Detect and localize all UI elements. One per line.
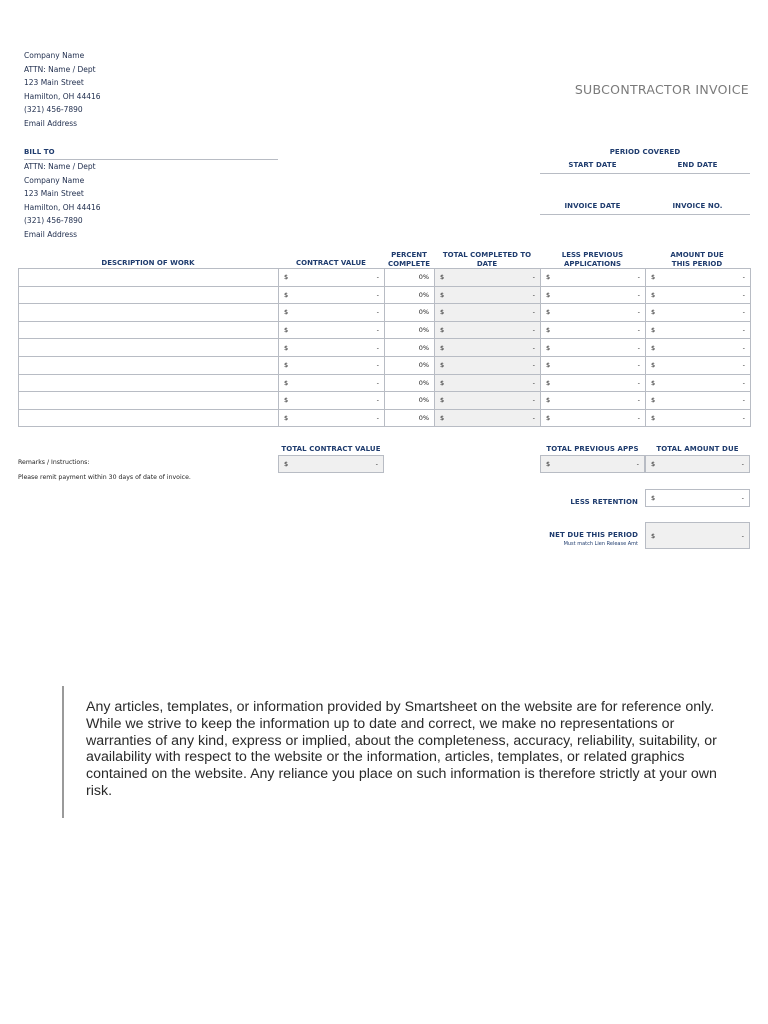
bill-to-city: Hamilton, OH 44416 bbox=[24, 202, 101, 212]
currency-symbol: $ bbox=[546, 396, 551, 405]
disclaimer-text: Any articles, templates, or information provided by Smartsheet on the website are for reference only. While we strive to keep the information up to date and correct, we make no representations or warranties of any kind, express or implied, about the completeness, accuracy, reliability, suitability, or availability with respect to the website or the information, articles, templates, or related graphics contained on the website. Any reliance you place on such information is therefore strictly at your own risk. bbox=[86, 699, 717, 799]
total-completed-cell[interactable] bbox=[435, 356, 541, 374]
contract-value-cell[interactable] bbox=[279, 356, 385, 374]
bill-to-name: Company Name bbox=[24, 175, 85, 185]
table-row bbox=[19, 392, 751, 410]
table-row bbox=[19, 269, 751, 287]
company-street: 123 Main Street bbox=[24, 78, 84, 88]
company-name: Company Name bbox=[24, 51, 85, 60]
end-date-label: END DATE bbox=[677, 161, 718, 169]
amount-due-cell[interactable] bbox=[646, 339, 751, 357]
amount-dash: - bbox=[741, 460, 744, 468]
amount-dash: - bbox=[742, 361, 745, 370]
percent-complete-cell[interactable]: 0% bbox=[385, 339, 435, 357]
description-cell[interactable] bbox=[19, 409, 279, 427]
description-cell[interactable] bbox=[19, 286, 279, 304]
currency-symbol: $ bbox=[546, 273, 551, 282]
amount-dash: - bbox=[637, 414, 640, 423]
currency-symbol: $ bbox=[651, 414, 656, 423]
amount-dash: - bbox=[376, 378, 379, 387]
amount-due-cell[interactable] bbox=[646, 304, 751, 322]
less-previous-cell[interactable] bbox=[541, 304, 646, 322]
percent-complete-cell[interactable]: 0% bbox=[385, 304, 435, 322]
contract-value-cell[interactable] bbox=[279, 374, 385, 392]
currency-symbol: $ bbox=[284, 378, 289, 387]
start-date-label: START DATE bbox=[568, 161, 617, 169]
amount-dash: - bbox=[532, 308, 535, 317]
total-amount-due-field[interactable] bbox=[645, 455, 750, 473]
currency-symbol: $ bbox=[440, 378, 445, 387]
amount-dash: - bbox=[637, 343, 640, 352]
contract-value-cell[interactable] bbox=[279, 304, 385, 322]
amount-dash: - bbox=[742, 326, 745, 335]
table-row bbox=[19, 321, 751, 339]
currency-symbol: $ bbox=[284, 326, 289, 335]
percent-complete-cell[interactable]: 0% bbox=[385, 409, 435, 427]
amount-dash: - bbox=[376, 361, 379, 370]
currency-symbol: $ bbox=[651, 361, 656, 370]
description-cell[interactable] bbox=[19, 392, 279, 410]
amount-dash: - bbox=[532, 396, 535, 405]
work-table bbox=[18, 268, 751, 427]
currency-symbol: $ bbox=[651, 343, 656, 352]
currency-symbol: $ bbox=[284, 414, 289, 423]
remarks-text: Please remit payment within 30 days of date of invoice. bbox=[18, 474, 191, 481]
total-contract-value-label: TOTAL CONTRACT VALUE bbox=[281, 445, 381, 453]
currency-symbol: $ bbox=[651, 531, 656, 540]
total-completed-cell[interactable] bbox=[435, 321, 541, 339]
percent-complete-cell[interactable]: 0% bbox=[385, 286, 435, 304]
invoice-date-label: INVOICE DATE bbox=[564, 202, 621, 210]
currency-symbol: $ bbox=[440, 308, 445, 317]
amount-due-cell[interactable] bbox=[646, 321, 751, 339]
amount-dash: - bbox=[376, 414, 379, 423]
less-previous-cell[interactable] bbox=[541, 356, 646, 374]
table-row bbox=[19, 339, 751, 357]
amount-dash: - bbox=[637, 396, 640, 405]
amount-dash: - bbox=[532, 290, 535, 299]
amount-dash: - bbox=[742, 343, 745, 352]
bill-to-label: BILL TO bbox=[24, 148, 55, 156]
less-retention-label: LESS RETENTION bbox=[570, 498, 638, 506]
description-cell[interactable] bbox=[19, 321, 279, 339]
total-completed-cell[interactable] bbox=[435, 304, 541, 322]
company-city: Hamilton, OH 44416 bbox=[24, 91, 101, 101]
currency-symbol: $ bbox=[284, 343, 289, 352]
amount-dash: - bbox=[532, 326, 535, 335]
amount-dash: - bbox=[376, 290, 379, 299]
document-title: SUBCONTRACTOR INVOICE bbox=[574, 82, 749, 97]
amount-due-cell[interactable] bbox=[646, 286, 751, 304]
bill-to-phone: (321) 456-7890 bbox=[24, 216, 83, 226]
table-row bbox=[19, 374, 751, 392]
currency-symbol: $ bbox=[284, 396, 289, 405]
total-amount-due-label: TOTAL AMOUNT DUE bbox=[656, 445, 739, 453]
less-previous-cell[interactable] bbox=[541, 269, 646, 287]
total-completed-cell[interactable] bbox=[435, 374, 541, 392]
bill-to-street: 123 Main Street bbox=[24, 189, 84, 199]
amount-dash: - bbox=[637, 378, 640, 387]
amount-dash: - bbox=[375, 460, 378, 468]
amount-dash: - bbox=[532, 378, 535, 387]
currency-symbol: $ bbox=[440, 361, 445, 370]
amount-dash: - bbox=[376, 326, 379, 335]
amount-dash: - bbox=[532, 343, 535, 352]
contract-value-cell[interactable] bbox=[279, 392, 385, 410]
currency-symbol: $ bbox=[651, 326, 656, 335]
currency-symbol: $ bbox=[546, 414, 551, 423]
amount-dash: - bbox=[376, 343, 379, 352]
col-header-total-completed: TOTAL COMPLETED TO DATE bbox=[442, 251, 532, 268]
currency-symbol: $ bbox=[284, 361, 289, 370]
description-cell[interactable] bbox=[19, 304, 279, 322]
amount-dash: - bbox=[742, 290, 745, 299]
currency-symbol: $ bbox=[284, 308, 289, 317]
bill-to-email: Email Address bbox=[24, 229, 78, 239]
amount-dash: - bbox=[742, 378, 745, 387]
currency-symbol: $ bbox=[546, 361, 551, 370]
currency-symbol: $ bbox=[546, 460, 551, 468]
net-due-label: NET DUE THIS PERIOD bbox=[549, 531, 638, 539]
remarks-label: Remarks / Instructions: bbox=[18, 459, 90, 466]
bill-to-attn: ATTN: Name / Dept bbox=[24, 162, 96, 171]
currency-symbol: $ bbox=[440, 290, 445, 299]
amount-dash: - bbox=[741, 494, 744, 502]
col-header-less-previous: LESS PREVIOUS APPLICATIONS bbox=[561, 251, 624, 268]
contract-value-cell[interactable] bbox=[279, 286, 385, 304]
amount-dash: - bbox=[742, 273, 745, 282]
currency-symbol: $ bbox=[440, 343, 445, 352]
less-previous-cell[interactable] bbox=[541, 392, 646, 410]
amount-dash: - bbox=[376, 273, 379, 282]
total-completed-cell[interactable] bbox=[435, 392, 541, 410]
period-divider bbox=[540, 173, 750, 174]
total-completed-cell[interactable] bbox=[435, 409, 541, 427]
company-info bbox=[24, 49, 101, 131]
currency-symbol: $ bbox=[546, 343, 551, 352]
total-previous-apps-field[interactable] bbox=[540, 455, 645, 473]
currency-symbol: $ bbox=[651, 308, 656, 317]
amount-dash: - bbox=[637, 273, 640, 282]
table-row bbox=[19, 286, 751, 304]
total-contract-value-field[interactable] bbox=[278, 455, 384, 473]
amount-dash: - bbox=[636, 460, 639, 468]
amount-dash: - bbox=[532, 414, 535, 423]
less-retention-field[interactable] bbox=[645, 489, 750, 507]
percent-complete-cell[interactable]: 0% bbox=[385, 356, 435, 374]
currency-symbol: $ bbox=[440, 414, 445, 423]
percent-complete-cell[interactable]: 0% bbox=[385, 269, 435, 287]
amount-dash: - bbox=[742, 308, 745, 317]
invoice-no-label: INVOICE NO. bbox=[672, 202, 723, 210]
col-header-contract-value: CONTRACT VALUE bbox=[296, 259, 366, 267]
period-covered-label: PERIOD COVERED bbox=[609, 148, 681, 156]
currency-symbol: $ bbox=[651, 378, 656, 387]
currency-symbol: $ bbox=[651, 460, 656, 468]
description-cell[interactable] bbox=[19, 356, 279, 374]
amount-dash: - bbox=[532, 361, 535, 370]
total-completed-cell[interactable] bbox=[435, 286, 541, 304]
total-completed-cell[interactable] bbox=[435, 339, 541, 357]
col-header-amount-due: AMOUNT DUE THIS PERIOD bbox=[670, 251, 724, 268]
amount-dash: - bbox=[742, 396, 745, 405]
currency-symbol: $ bbox=[546, 326, 551, 335]
total-previous-apps-label: TOTAL PREVIOUS APPS bbox=[546, 445, 639, 453]
currency-symbol: $ bbox=[440, 396, 445, 405]
invoice-divider bbox=[540, 214, 750, 215]
contract-value-cell[interactable] bbox=[279, 321, 385, 339]
currency-symbol: $ bbox=[284, 460, 289, 468]
table-row bbox=[19, 356, 751, 374]
amount-due-cell[interactable] bbox=[646, 374, 751, 392]
company-email: Email Address bbox=[24, 118, 78, 128]
bill-to-info bbox=[24, 160, 101, 242]
contract-value-cell[interactable] bbox=[279, 409, 385, 427]
amount-dash: - bbox=[637, 290, 640, 299]
currency-symbol: $ bbox=[440, 273, 445, 282]
contract-value-cell[interactable] bbox=[279, 339, 385, 357]
percent-complete-cell[interactable]: 0% bbox=[385, 321, 435, 339]
amount-dash: - bbox=[376, 308, 379, 317]
net-due-note: Must match Lien Release Amt bbox=[563, 541, 638, 547]
currency-symbol: $ bbox=[546, 290, 551, 299]
currency-symbol: $ bbox=[651, 396, 656, 405]
less-previous-cell[interactable] bbox=[541, 286, 646, 304]
col-header-description: DESCRIPTION OF WORK bbox=[101, 259, 195, 267]
currency-symbol: $ bbox=[546, 308, 551, 317]
currency-symbol: $ bbox=[546, 378, 551, 387]
amount-dash: - bbox=[376, 396, 379, 405]
amount-dash: - bbox=[637, 361, 640, 370]
amount-due-cell[interactable] bbox=[646, 392, 751, 410]
less-previous-cell[interactable] bbox=[541, 409, 646, 427]
less-previous-cell[interactable] bbox=[541, 321, 646, 339]
amount-dash: - bbox=[637, 308, 640, 317]
less-previous-cell[interactable] bbox=[541, 374, 646, 392]
percent-complete-cell[interactable]: 0% bbox=[385, 392, 435, 410]
company-phone: (321) 456-7890 bbox=[24, 105, 83, 115]
amount-dash: - bbox=[532, 273, 535, 282]
disclaimer-block bbox=[62, 686, 742, 818]
amount-due-cell[interactable] bbox=[646, 269, 751, 287]
amount-dash: - bbox=[742, 414, 745, 423]
amount-due-cell[interactable] bbox=[646, 356, 751, 374]
table-row bbox=[19, 409, 751, 427]
currency-symbol: $ bbox=[440, 326, 445, 335]
amount-dash: - bbox=[637, 326, 640, 335]
table-row bbox=[19, 304, 751, 322]
currency-symbol: $ bbox=[284, 273, 289, 282]
total-completed-cell[interactable] bbox=[435, 269, 541, 287]
description-cell[interactable] bbox=[19, 269, 279, 287]
currency-symbol: $ bbox=[651, 290, 656, 299]
description-cell[interactable] bbox=[19, 374, 279, 392]
amount-due-cell[interactable] bbox=[646, 409, 751, 427]
contract-value-cell[interactable] bbox=[279, 269, 385, 287]
less-previous-cell[interactable] bbox=[541, 339, 646, 357]
currency-symbol: $ bbox=[284, 290, 289, 299]
currency-symbol: $ bbox=[651, 273, 656, 282]
description-cell[interactable] bbox=[19, 339, 279, 357]
net-due-field[interactable] bbox=[645, 522, 750, 549]
percent-complete-cell[interactable]: 0% bbox=[385, 374, 435, 392]
currency-symbol: $ bbox=[651, 494, 656, 502]
col-header-percent-complete: PERCENT COMPLETE bbox=[388, 251, 430, 268]
company-attn: ATTN: Name / Dept bbox=[24, 64, 96, 74]
amount-dash: - bbox=[741, 531, 744, 540]
